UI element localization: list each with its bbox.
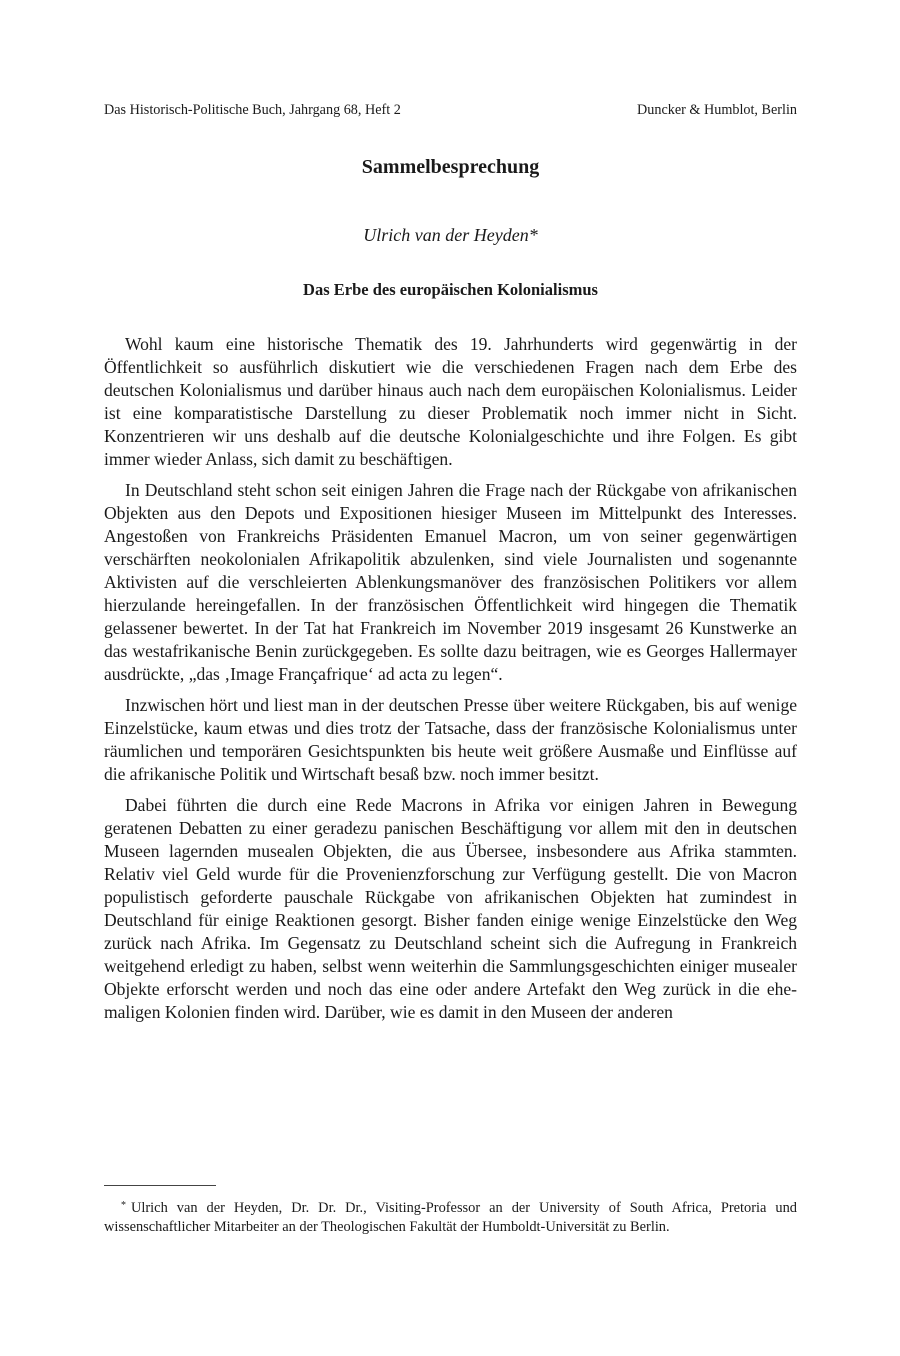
- author-name: Ulrich van der Heyden*: [363, 225, 538, 245]
- footnote-text: Ulrich van der Heyden, Dr. Dr. Dr., Visiting-Professor an der University of South Africa, Pretoria und wissenschaftlicher Mitarbeiter an der Theologischen Fakultät der Humboldt-Universität zu Berlin.: [104, 1200, 797, 1235]
- running-header: [104, 101, 797, 119]
- article-title: Das Erbe des europäischen Kolonialismus: [303, 280, 598, 299]
- section-title: Sammelbesprechung: [361, 156, 540, 178]
- footnote-divider: [104, 1185, 216, 1186]
- paragraph: In Deutschland steht schon seit einigen Jahren die Frage nach der Rückgabe von afrikanischen Objekten aus den Depots und Expositionen hiesiger Museen im Mittelpunkt des Interesses. Angestoßen von Frankreichs Präsidenten Emanuel Macron, um von seiner gegenwärtigen verschärften neokolonialen Afrikapolitik abzulenken, sind viele Journalisten und sogenannte Aktivisten auf die verschleierten Ablenkungsmanöver des französischen Politikers vor allem hierzulande hereingefallen. In der französischen Öffentlichkeit wird hingegen die Thematik gelassener bewertet. In der Tat hat Frankreich im November 2019 insgesamt 26 Kunstwerke an das westafrikanische Benin zurückgegeben. Es sollte dazu beitragen, wie es Georges Hallermayer ausdrückte, „das ‚Image Françafrique‘ ad acta zu legen“.: [104, 480, 797, 684]
- footnote: [104, 1197, 797, 1236]
- footnote-marker: *: [121, 1200, 126, 1211]
- article-body: [104, 333, 797, 1032]
- paragraph: Inzwischen hört und liest man in der deutschen Presse über weitere Rückgaben, bis auf wenige Einzelstücke, kaum etwas und dies trotz der Tatsache, dass der französische Kolonialismus unter räumlichen und temporären Gesichtspunkten bis heute weit größere Ausmaße und Einflüsse auf die afrikanische Politik und Wirtschaft besaß bzw. noch immer besitzt.: [104, 695, 797, 784]
- paragraph: Dabei führten die durch eine Rede Macrons in Afrika vor einigen Jahren in Bewegung geratenen Debatten zu einer geradezu panischen Beschäftigung vor allem mit den in deutschen Museen lagernden musealen Objekten, die aus Übersee, insbesondere aus Afrika stammten. Relativ viel Geld wurde für die Provenienzforschung zur Verfügung gestellt. Die von Macron populistisch geforderte pauschale Rückgabe von afrikanischen Objekten hat zumindest in Deutschland für einige Reaktionen gesorgt. Bisher fanden einige wenige Einzelstücke den Weg zurück nach Afrika. Im Gegensatz zu Deutschland scheint sich die Aufregung in Frankreich weitgehend erledigt zu haben, selbst wenn weiterhin die Sammlungsgeschichten einiger musealer Objekte erforscht werden und noch das eine oder andere Artefakt den Weg zurück in die ehemaligen Kolonien finden wird. Darüber, wie es damit in den Museen der anderen: [104, 795, 797, 1022]
- publisher: Duncker & Humblot, Berlin: [637, 102, 797, 118]
- paragraph: Wohl kaum eine historische Thematik des 19. Jahrhunderts wird gegenwärtig in der Öffentlichkeit so ausführlich diskutiert wie die verschiedenen Fragen nach dem Erbe des deutschen Kolonialismus und darüber hinaus auch nach dem europäischen Kolonialismus. Leider ist eine komparatistische Darstellung zu dieser Problematik noch immer nicht in Sicht. Konzentrieren wir uns deshalb auf die deutsche Kolonialgeschichte und ihre Folgen. Es gibt immer wieder Anlass, sich damit zu beschäftigen.: [104, 334, 797, 469]
- journal-citation: Das Historisch-Politische Buch, Jahrgang 68, Heft 2: [104, 102, 401, 118]
